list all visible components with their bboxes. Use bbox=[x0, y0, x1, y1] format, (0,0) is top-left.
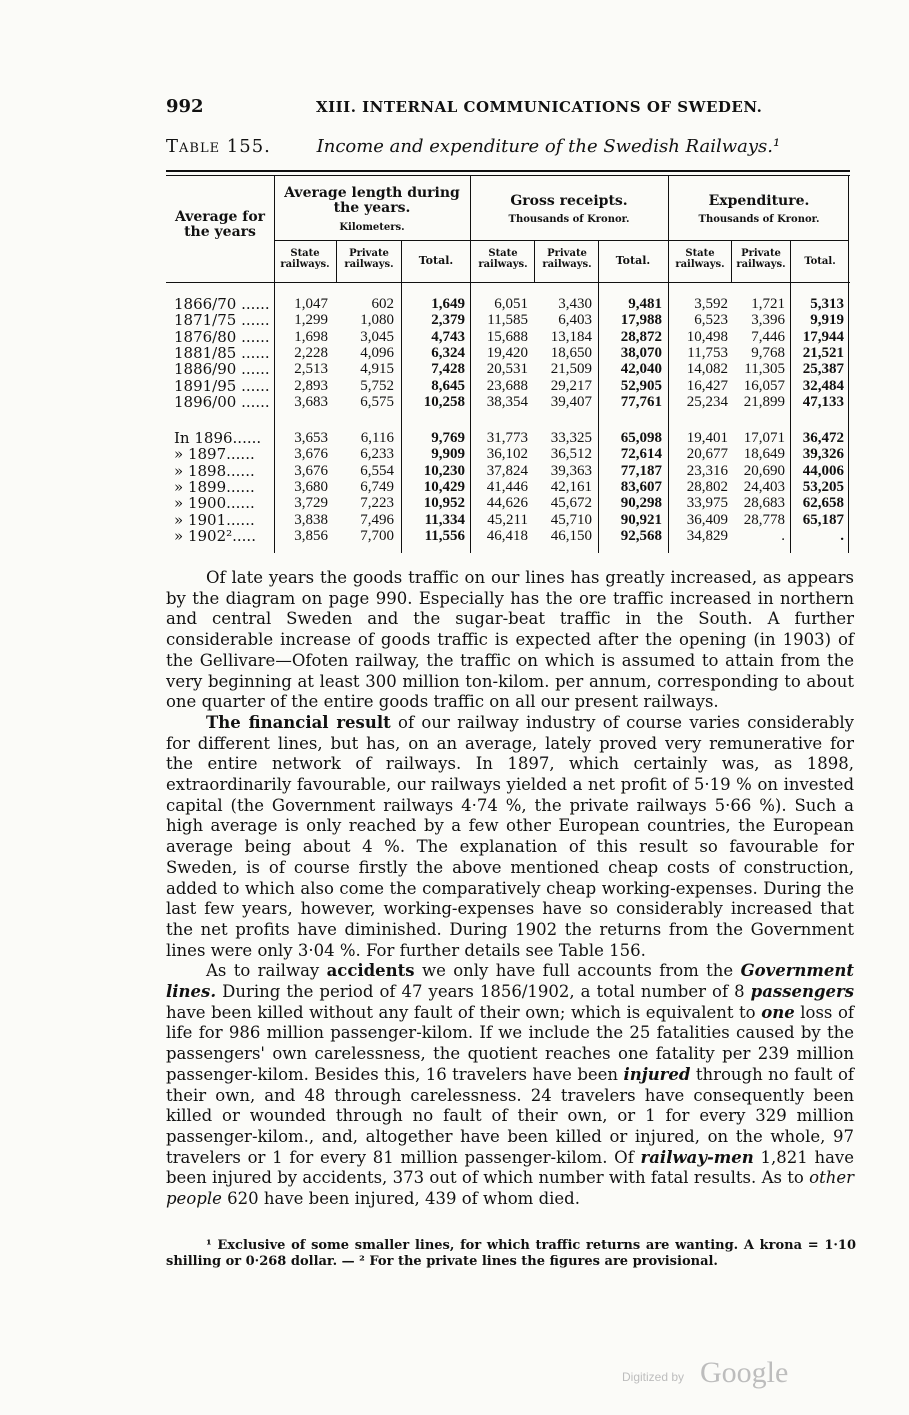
receipts-header: Gross receipts. bbox=[510, 193, 628, 209]
private-length: 6,749 bbox=[360, 478, 394, 495]
state-receipts: 19,420 bbox=[486, 344, 528, 361]
state-expenditure: 28,802 bbox=[686, 478, 728, 495]
table-row bbox=[166, 329, 850, 345]
header-subrule bbox=[274, 240, 848, 241]
paragraph-emphasis: other people bbox=[166, 1168, 854, 1209]
paragraph-text: 1,821 have been injured by accidents, 373 out of which number with fatal results. As to bbox=[166, 1147, 855, 1188]
paragraph-text: of our railway industry of course varies considerably for different lines, but has, on an average, lately proved very remunerative for the entire network of railways. In 1897, which certainly was, as 1898, extraordinarily favourable, our railways yielded a net profit of 5·19 % on invested capital (the Government railways 4·74 %, the private railways 5·66 %). Such a high average is only reached by a few other European countries, the European average being about 4 %. The explanation of this result so favourable for Sweden, is of course firstly the above mentioned cheap costs of construction, added to which also come the comparatively cheap working-expenses. During the last few years, however, working-expenses have so considerably increased that the net profits have diminished. During 1902 the returns from the Government lines were only 3·04 %. For further details see Table 156. bbox=[166, 712, 854, 960]
total-expenditure: 17,944 bbox=[802, 328, 844, 345]
total-length: 10,952 bbox=[423, 495, 465, 512]
private-expenditure: 20,690 bbox=[743, 462, 785, 479]
paragraph-emphasis: railway-men bbox=[640, 1147, 754, 1167]
col-divider bbox=[668, 176, 669, 283]
table-row bbox=[166, 495, 850, 511]
col-divider bbox=[790, 240, 791, 283]
private-receipts: 21,509 bbox=[550, 361, 592, 378]
total-receipts: 28,872 bbox=[620, 328, 662, 345]
state-receipts: 23,688 bbox=[486, 377, 528, 394]
digitization-watermark bbox=[620, 1356, 820, 1390]
col-divider bbox=[336, 240, 337, 283]
total-length: 10,230 bbox=[423, 462, 465, 479]
paragraph-emphasis: injured bbox=[623, 1064, 691, 1084]
total-expenditure: 25,387 bbox=[802, 361, 844, 378]
paragraph-text: As to railway bbox=[206, 961, 327, 981]
private-length: 6,554 bbox=[360, 462, 394, 479]
private-length: 4,096 bbox=[360, 344, 394, 361]
state-expenditure: 3,592 bbox=[694, 296, 728, 312]
table-row bbox=[166, 512, 850, 528]
total-expenditure: 39,326 bbox=[802, 446, 844, 463]
total-receipts: 17,988 bbox=[620, 312, 662, 329]
period-label: 1881/85 ...... bbox=[174, 343, 270, 362]
paragraph-text: 620 have been injured, 439 of whom died. bbox=[221, 1189, 580, 1209]
subhead-total: Total. bbox=[804, 256, 836, 267]
paragraph-emphasis: one bbox=[761, 1002, 795, 1022]
state-receipts: 36,102 bbox=[486, 446, 528, 463]
running-header bbox=[166, 96, 856, 122]
subhead-state: State railways. bbox=[478, 248, 528, 270]
state-length: 1,299 bbox=[294, 312, 328, 329]
state-receipts: 38,354 bbox=[486, 393, 528, 410]
total-receipts: 65,098 bbox=[620, 430, 662, 446]
expenditure-unit: Thousands of Kronor. bbox=[698, 214, 820, 225]
receipts-unit: Thousands of Kronor. bbox=[508, 214, 630, 225]
private-expenditure: 9,768 bbox=[751, 344, 785, 361]
table-row bbox=[166, 463, 850, 479]
page-number: 992 bbox=[166, 96, 204, 117]
private-receipts: 42,161 bbox=[550, 478, 592, 495]
private-length: 7,496 bbox=[360, 511, 394, 528]
length-header: Average length during the years. bbox=[284, 185, 460, 216]
private-length: 4,915 bbox=[360, 361, 394, 378]
total-expenditure: 62,658 bbox=[802, 495, 844, 512]
period-label: » 1901...... bbox=[174, 510, 255, 529]
state-expenditure: 14,082 bbox=[686, 361, 728, 378]
total-length: 6,324 bbox=[431, 344, 465, 361]
period-label: 1871/75 ...... bbox=[174, 311, 270, 330]
state-expenditure: 25,234 bbox=[686, 393, 728, 410]
table-row bbox=[166, 361, 850, 377]
period-label: 1876/80 ...... bbox=[174, 327, 270, 346]
table-row bbox=[166, 430, 850, 446]
state-receipts: 45,211 bbox=[487, 511, 528, 528]
state-length: 3,676 bbox=[294, 462, 328, 479]
paragraph-text: we only have full accounts from the bbox=[414, 961, 741, 981]
period-label: » 1897...... bbox=[174, 445, 255, 464]
subhead-private: Private railways. bbox=[542, 248, 592, 270]
state-receipts: 37,824 bbox=[486, 462, 528, 479]
state-expenditure: 34,829 bbox=[686, 527, 728, 544]
state-length: 2,228 bbox=[294, 344, 328, 361]
private-length: 7,700 bbox=[360, 527, 394, 544]
table-row bbox=[166, 394, 850, 410]
private-expenditure: 28,778 bbox=[743, 511, 785, 528]
state-expenditure: 19,401 bbox=[686, 430, 728, 446]
table-title: Income and expenditure of the Swedish Railways.¹ bbox=[316, 136, 781, 157]
state-receipts: 11,585 bbox=[487, 312, 528, 329]
total-expenditure: 32,484 bbox=[802, 377, 844, 394]
total-receipts: 9,481 bbox=[628, 296, 662, 312]
paragraph-text: have been killed without any fault of their own; which is equivalent to bbox=[166, 1002, 762, 1022]
state-receipts: 15,688 bbox=[486, 328, 528, 345]
state-expenditure: 33,975 bbox=[686, 495, 728, 512]
state-expenditure: 6,523 bbox=[694, 312, 728, 329]
private-length: 6,575 bbox=[360, 393, 394, 410]
state-expenditure: 11,753 bbox=[687, 344, 728, 361]
table-row bbox=[166, 378, 850, 394]
total-receipts: 52,905 bbox=[620, 377, 662, 394]
state-length: 3,729 bbox=[294, 495, 328, 512]
total-receipts: 72,614 bbox=[620, 446, 662, 463]
state-receipts: 6,051 bbox=[494, 296, 528, 312]
railway-table bbox=[166, 170, 850, 555]
subhead-private: Private railways. bbox=[736, 248, 786, 270]
body-text bbox=[166, 568, 854, 1210]
subhead-state: State railways. bbox=[280, 248, 330, 270]
paragraph-text: loss of life for 986 million passenger-kilom. If we include the 25 fatalities caused by the passengers' own carelessness, the quotient reaches one fatality per 239 million passenger-kilom. Besides this, 16 travelers have been bbox=[166, 1002, 854, 1084]
private-receipts: 13,184 bbox=[550, 328, 592, 345]
total-length: 2,379 bbox=[431, 312, 465, 329]
private-length: 6,116 bbox=[360, 430, 394, 446]
table-row bbox=[166, 479, 850, 495]
paragraph-emphasis: passengers bbox=[750, 982, 854, 1002]
total-receipts: 77,761 bbox=[620, 393, 662, 410]
total-length: 8,645 bbox=[431, 377, 465, 394]
private-expenditure: 18,649 bbox=[743, 446, 785, 463]
private-length: 6,233 bbox=[360, 446, 394, 463]
state-receipts: 20,531 bbox=[486, 361, 528, 378]
private-expenditure: 21,899 bbox=[743, 393, 785, 410]
google-logo: Google bbox=[700, 1356, 789, 1389]
period-label: In 1896...... bbox=[174, 429, 262, 447]
total-length: 11,556 bbox=[424, 527, 465, 544]
subhead-total: Total. bbox=[615, 254, 651, 267]
total-receipts: 42,040 bbox=[620, 361, 662, 378]
table-row bbox=[166, 296, 850, 312]
total-expenditure: 65,187 bbox=[802, 511, 844, 528]
state-expenditure: 36,409 bbox=[686, 511, 728, 528]
total-expenditure: 21,521 bbox=[802, 344, 844, 361]
private-expenditure: 28,683 bbox=[743, 495, 785, 512]
period-label: 1866/70 ...... bbox=[174, 295, 270, 313]
total-receipts: 92,568 bbox=[620, 527, 662, 544]
state-receipts: 41,446 bbox=[486, 478, 528, 495]
state-length: 3,683 bbox=[294, 393, 328, 410]
total-length: 7,428 bbox=[431, 361, 465, 378]
private-length: 5,752 bbox=[360, 377, 394, 394]
running-title: XIII. INTERNAL COMMUNICATIONS OF SWEDEN. bbox=[316, 98, 763, 116]
private-length: 3,045 bbox=[360, 328, 394, 345]
total-expenditure: 53,205 bbox=[802, 478, 844, 495]
state-length: 2,513 bbox=[294, 361, 328, 378]
watermark-small-text: Digitized by bbox=[622, 1370, 685, 1384]
subhead-state: State railways. bbox=[675, 248, 725, 270]
col-divider bbox=[534, 240, 535, 283]
paragraph bbox=[166, 568, 854, 713]
expenditure-header: Expenditure. bbox=[708, 193, 810, 209]
paragraph-emphasis: Government lines. bbox=[166, 961, 855, 1002]
length-unit: Kilometers. bbox=[339, 222, 405, 233]
private-expenditure: 3,396 bbox=[751, 312, 785, 329]
private-expenditure: 7,446 bbox=[751, 328, 785, 345]
col-divider bbox=[470, 176, 471, 283]
period-label: 1896/00 ...... bbox=[174, 392, 270, 411]
state-length: 3,676 bbox=[294, 446, 328, 463]
state-length: 1,047 bbox=[294, 296, 328, 312]
period-label: » 1898...... bbox=[174, 461, 255, 480]
total-length: 9,769 bbox=[431, 430, 465, 446]
footnote bbox=[166, 1238, 856, 1270]
state-length: 1,698 bbox=[294, 328, 328, 345]
state-length: 3,856 bbox=[294, 527, 328, 544]
total-length: 10,429 bbox=[423, 478, 465, 495]
col-divider bbox=[848, 176, 849, 283]
total-expenditure: . bbox=[840, 527, 844, 544]
state-receipts: 31,773 bbox=[486, 430, 528, 446]
private-length: 602 bbox=[371, 296, 394, 312]
subhead-total: Total. bbox=[418, 254, 454, 267]
private-expenditure: 1,721 bbox=[751, 296, 785, 312]
total-receipts: 83,607 bbox=[620, 478, 662, 495]
table-row bbox=[166, 312, 850, 328]
total-length: 4,743 bbox=[431, 328, 465, 345]
private-receipts: 33,325 bbox=[550, 430, 592, 446]
paragraph-lead: accidents bbox=[326, 961, 415, 981]
private-expenditure: 24,403 bbox=[743, 478, 785, 495]
state-expenditure: 16,427 bbox=[686, 377, 728, 394]
total-length: 1,649 bbox=[431, 296, 465, 312]
private-receipts: 39,407 bbox=[550, 393, 592, 410]
total-length: 9,909 bbox=[431, 446, 465, 463]
state-expenditure: 10,498 bbox=[686, 328, 728, 345]
state-length: 3,653 bbox=[294, 430, 328, 446]
table-caption bbox=[166, 136, 856, 157]
private-receipts: 29,217 bbox=[550, 377, 592, 394]
private-length: 7,223 bbox=[360, 495, 394, 512]
table-top-rule bbox=[166, 170, 850, 172]
total-expenditure: 5,313 bbox=[810, 296, 844, 312]
col-divider bbox=[274, 176, 275, 283]
table-row bbox=[166, 345, 850, 361]
paragraph-text: through no fault of their own, and 48 through carelessness. 24 travelers have consequently been killed or wounded through no fault of their own, or 1 for every 329 million passenger-kilom., and, altogether have been killed or injured, on the whole, 97 travelers or 1 for every 81 million passenger-kilom. Of bbox=[166, 1064, 854, 1167]
private-expenditure: 17,071 bbox=[743, 430, 785, 446]
private-expenditure: . bbox=[781, 527, 785, 544]
period-label: 1886/90 ...... bbox=[174, 360, 270, 379]
total-receipts: 38,070 bbox=[620, 344, 662, 361]
total-receipts: 90,298 bbox=[620, 495, 662, 512]
footnote-text: ¹ Exclusive of some smaller lines, for which traffic returns are wanting. A krona = 1·10 shilling or 0·268 dollar. — ² For the private lines the figures are provisional. bbox=[166, 1238, 856, 1269]
private-receipts: 46,150 bbox=[550, 527, 592, 544]
private-receipts: 6,403 bbox=[558, 312, 592, 329]
state-expenditure: 20,677 bbox=[686, 446, 728, 463]
private-expenditure: 16,057 bbox=[743, 377, 785, 394]
paragraph-text: Of late years the goods traffic on our lines has greatly increased, as appears by the diagram on page 990. Especially has the ore traffic increased in northern and central Sweden and the sugar-beat traffic in the South. A further considerable increase of goods traffic is expected after the opening (in 1903) of the Gellivare—Ofoten railway, the traffic on which is assumed to attain from the very beginning at least 300 million ton-kilom. per annum, corresponding to about one quarter of the entire goods traffic on all our present railways. bbox=[166, 568, 854, 712]
period-label: » 1900...... bbox=[174, 494, 255, 513]
period-label: » 1902²..... bbox=[174, 526, 256, 545]
private-receipts: 3,430 bbox=[558, 296, 592, 312]
col-divider bbox=[598, 240, 599, 283]
state-length: 2,893 bbox=[294, 377, 328, 394]
paragraph-lead: The financial result bbox=[206, 712, 391, 732]
state-length: 3,680 bbox=[294, 478, 328, 495]
total-length: 10,258 bbox=[423, 393, 465, 410]
state-receipts: 46,418 bbox=[486, 527, 528, 544]
table-label: Table 155. bbox=[166, 136, 271, 157]
period-header: Average for the years bbox=[174, 209, 266, 240]
table-row bbox=[166, 446, 850, 462]
paragraph-text: During the period of 47 years 1856/1902, a total number of 8 bbox=[216, 982, 751, 1002]
total-expenditure: 9,919 bbox=[810, 312, 844, 329]
period-label: » 1899...... bbox=[174, 477, 255, 496]
col-divider bbox=[401, 240, 402, 283]
total-expenditure: 44,006 bbox=[802, 462, 844, 479]
subhead-private: Private railways. bbox=[344, 248, 394, 270]
private-receipts: 45,710 bbox=[550, 511, 592, 528]
table-top-rule-thin bbox=[166, 175, 850, 176]
private-receipts: 39,363 bbox=[550, 462, 592, 479]
private-receipts: 45,672 bbox=[550, 495, 592, 512]
total-expenditure: 47,133 bbox=[802, 393, 844, 410]
header-bottom-rule bbox=[166, 282, 850, 283]
paragraph bbox=[166, 961, 854, 1209]
private-length: 1,080 bbox=[360, 312, 394, 329]
state-length: 3,838 bbox=[294, 511, 328, 528]
total-expenditure: 36,472 bbox=[802, 430, 844, 446]
total-receipts: 77,187 bbox=[620, 462, 662, 479]
paragraph bbox=[166, 713, 854, 961]
total-length: 11,334 bbox=[424, 511, 465, 528]
total-receipts: 90,921 bbox=[620, 511, 662, 528]
state-expenditure: 23,316 bbox=[686, 462, 728, 479]
private-receipts: 18,650 bbox=[550, 344, 592, 361]
private-expenditure: 11,305 bbox=[744, 361, 785, 378]
private-receipts: 36,512 bbox=[550, 446, 592, 463]
state-receipts: 44,626 bbox=[486, 495, 528, 512]
table-row bbox=[166, 528, 850, 544]
period-label: 1891/95 ...... bbox=[174, 376, 270, 395]
